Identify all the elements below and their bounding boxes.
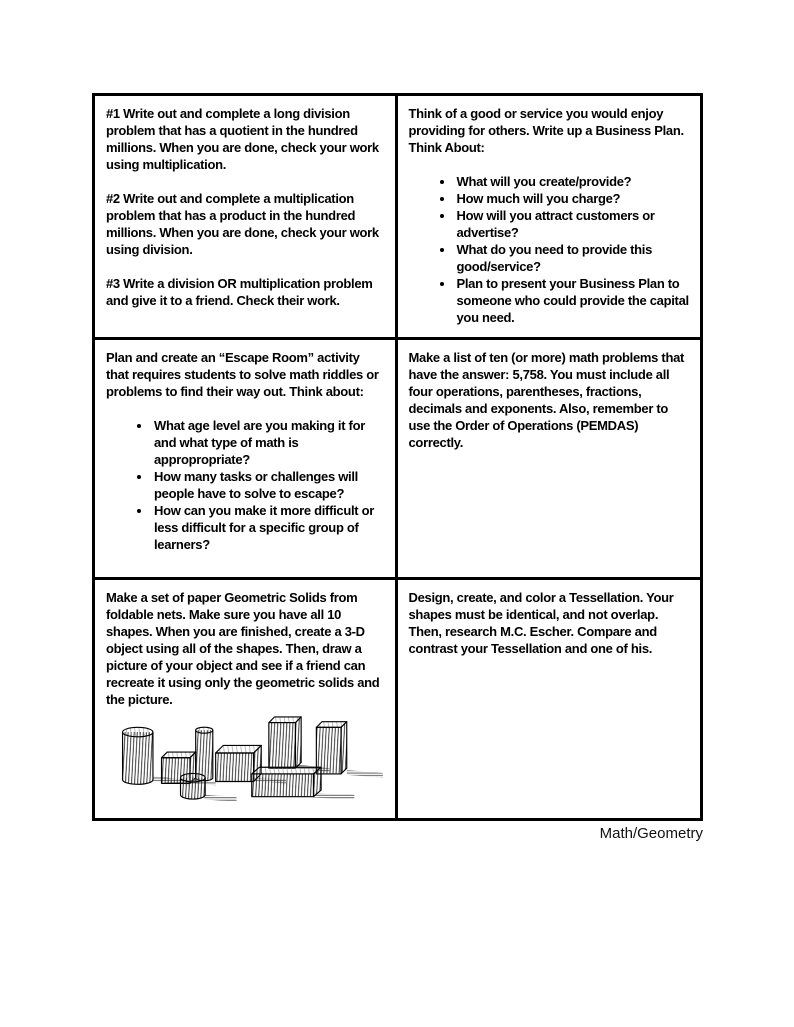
- activity-grid: [92, 93, 703, 821]
- cell-tessellation: [398, 580, 701, 818]
- cell-answer-5758: [398, 340, 701, 580]
- tall-prism-back: [269, 717, 301, 768]
- bullet-list: [106, 417, 386, 553]
- task-paragraph: Make a set of paper Geometric Solids from foldable nets. Make sure you have all 10 shapes. When you are finished, create a 3-D object using all of the shapes. Then, draw a picture of your object and see if a friend can recreate it using only the geometric solids and the picture.: [106, 590, 380, 707]
- task-intro: Think of a good or service you would enjoy providing for others. Write up a Business Plan. Think About:: [408, 106, 684, 155]
- small-front-cylinder: [181, 773, 206, 799]
- task-paragraph: #1 Write out and complete a long division problem that has a quotient in the hundred millions. When you are done, check your work using multiplication.: [106, 106, 379, 172]
- cell-escape-room: [95, 340, 398, 580]
- task-paragraph: Design, create, and color a Tessellation. Your shapes must be identical, and not overlap. Then, research M.C. Escher. Compare and contrast your Tessellation and one of his.: [408, 590, 674, 656]
- thin-cylinder: [196, 727, 213, 781]
- bullet-item: • How much will you charge?: [455, 190, 692, 207]
- bullet-list: [409, 173, 692, 326]
- bullet-item: • What do you need to provide this good/service?: [455, 241, 692, 275]
- geometric-solids-sketch-image: [106, 715, 388, 810]
- bullet-item: • How can you make it more difficult or less difficult for a specific group of learners?: [152, 502, 386, 553]
- bullet-item: • How will you attract customers or advertise?: [455, 207, 692, 241]
- task-intro: Plan and create an “Escape Room” activity that requires students to solve math riddles or problems to find their way out. Think about:: [106, 350, 379, 399]
- long-flat-box: [252, 767, 321, 796]
- bullet-item: • How many tasks or challenges will people have to solve to escape?: [152, 468, 386, 502]
- tall-prism-right: [316, 722, 346, 774]
- tall-cylinder-left: [123, 727, 153, 784]
- task-paragraph: #3 Write a division OR multiplication problem and give it to a friend. Check their work.: [106, 276, 373, 308]
- task-paragraph: #2 Write out and complete a multiplication problem that has a product in the hundred millions. When you are done, check your work using division.: [106, 191, 379, 257]
- bullet-item: • What will you create/provide?: [455, 173, 692, 190]
- task-paragraph: Make a list of ten (or more) math problems that have the answer: 5,758. You must include all four operations, parentheses, fractions, decimals and exponents. Also, remember to use the Order of Operations (PEMDAS) correctly.: [408, 350, 685, 450]
- cell-division-multiplication: [95, 96, 398, 340]
- page-category-label: Math/Geometry: [599, 825, 703, 842]
- bullet-item: • What age level are you making it for and what type of math is appropropriate?: [152, 417, 386, 468]
- cell-geometric-solids: [95, 580, 398, 818]
- bullet-item: • Plan to present your Business Plan to someone who could provide the capital you need.: [455, 275, 692, 326]
- cell-business-plan: [398, 96, 701, 340]
